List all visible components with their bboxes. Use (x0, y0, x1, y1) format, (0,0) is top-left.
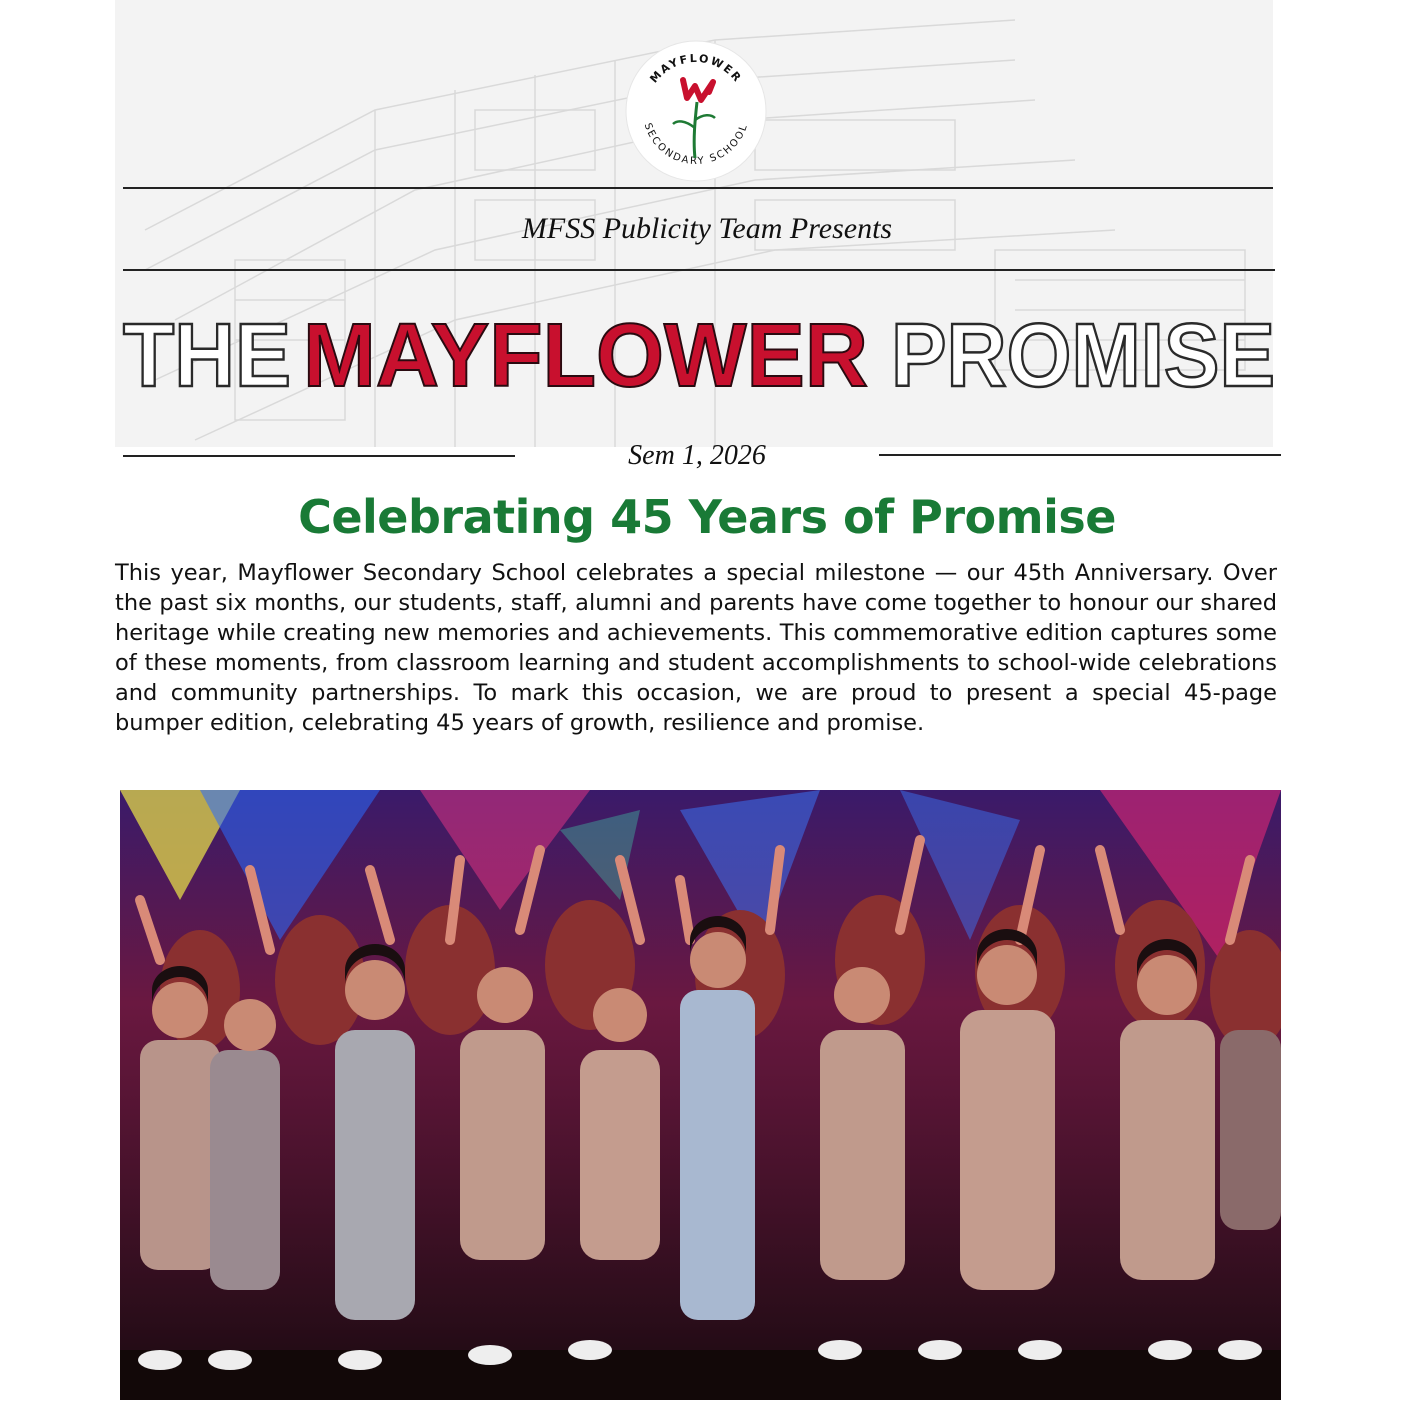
celebration-photo (120, 790, 1281, 1400)
title-promise: PROMISE (891, 306, 1275, 406)
divider-edition-left (123, 455, 515, 457)
title-the: THE (123, 306, 291, 406)
title-mayflower: MAYFLOWER (303, 306, 868, 406)
article-body: This year, Mayflower Secondary School celebrates a special milestone — our 45th Anniversary. Over the past six months, our students, staff, alumni and parents have come together to honour our shared heritage while creating new memories and achievements. This commemorative edition captures some of these moments, from classroom learning and student accomplishments to school-wide celebrations and community partnerships. To mark this occasion, we are proud to present a special 45-page bumper edition, celebrating 45 years of growth, resilience and promise. (115, 560, 1277, 736)
logo-arc-top: MAYFLOWER (647, 51, 745, 86)
school-logo (625, 40, 767, 182)
divider-edition-right (879, 454, 1281, 456)
divider-middle (123, 269, 1275, 271)
edition-label: Sem 1, 2026 (628, 440, 766, 471)
divider-top (123, 187, 1273, 189)
logo-arc-bottom: SECONDARY SCHOOL (641, 121, 751, 168)
presents-line: MFSS Publicity Team Presents (521, 212, 893, 245)
article-headline: Celebrating 45 Years of Promise (298, 490, 1116, 544)
newsletter-title (115, 300, 1285, 410)
